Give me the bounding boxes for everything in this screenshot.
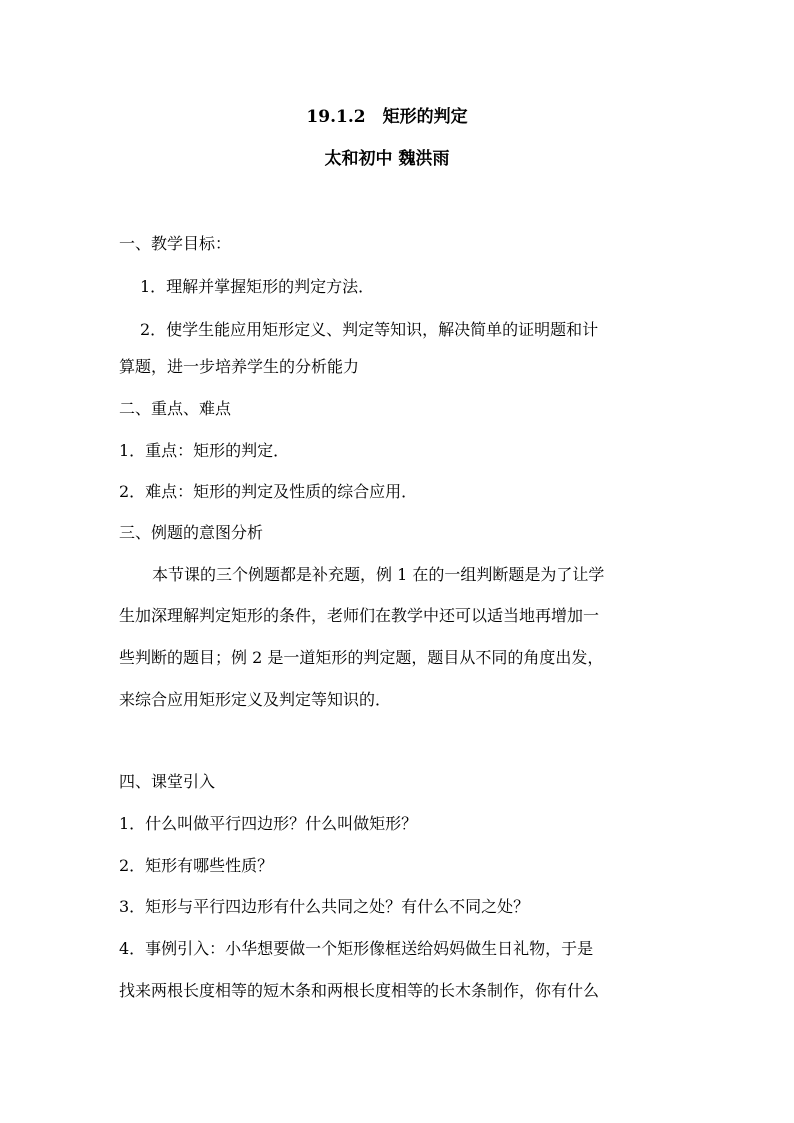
text-line: 算题，进一步培养学生的分析能力 — [119, 357, 360, 376]
text-line: 2．矩形有哪些性质？ — [119, 856, 274, 875]
section-heading: 二、重点、难点 — [119, 399, 232, 418]
document-title: 19.1.2 矩形的判定 — [306, 107, 468, 127]
section-heading: 三、例题的意图分析 — [119, 523, 264, 542]
text-line: 3．矩形与平行四边形有什么共同之处？有什么不同之处？ — [119, 897, 530, 916]
text-line: 1．理解并掌握矩形的判定方法． — [140, 277, 375, 296]
text-line: 来综合应用矩形定义及判定等知识的． — [119, 690, 392, 709]
section-heading: 四、课堂引入 — [119, 772, 216, 791]
text-line: 些判断的题目；例 2 是一道矩形的判定题，题目从不同的角度出发， — [119, 648, 604, 667]
text-line: 2．难点：矩形的判定及性质的综合应用． — [119, 482, 418, 501]
text-line: 4．事例引入：小华想要做一个矩形像框送给妈妈做生日礼物，于是 — [119, 939, 594, 958]
text-line: 2．使学生能应用矩形定义、判定等知识，解决简单的证明题和计 — [140, 320, 599, 339]
text-line: 本节课的三个例题都是补充题，例 1 在的一组判断题是为了让学 — [152, 565, 605, 584]
document-author: 太和初中 魏洪雨 — [324, 149, 450, 169]
text-line: 1．什么叫做平行四边形？什么叫做矩形？ — [119, 814, 418, 833]
text-line: 1．重点：矩形的判定． — [119, 441, 290, 460]
text-line: 找来两根长度相等的短木条和两根长度相等的长木条制作，你有什么 — [119, 981, 600, 1000]
section-heading: 一、教学目标： — [119, 234, 232, 253]
text-line: 生加深理解判定矩形的条件，老师们在教学中还可以适当地再增加一 — [119, 606, 600, 625]
